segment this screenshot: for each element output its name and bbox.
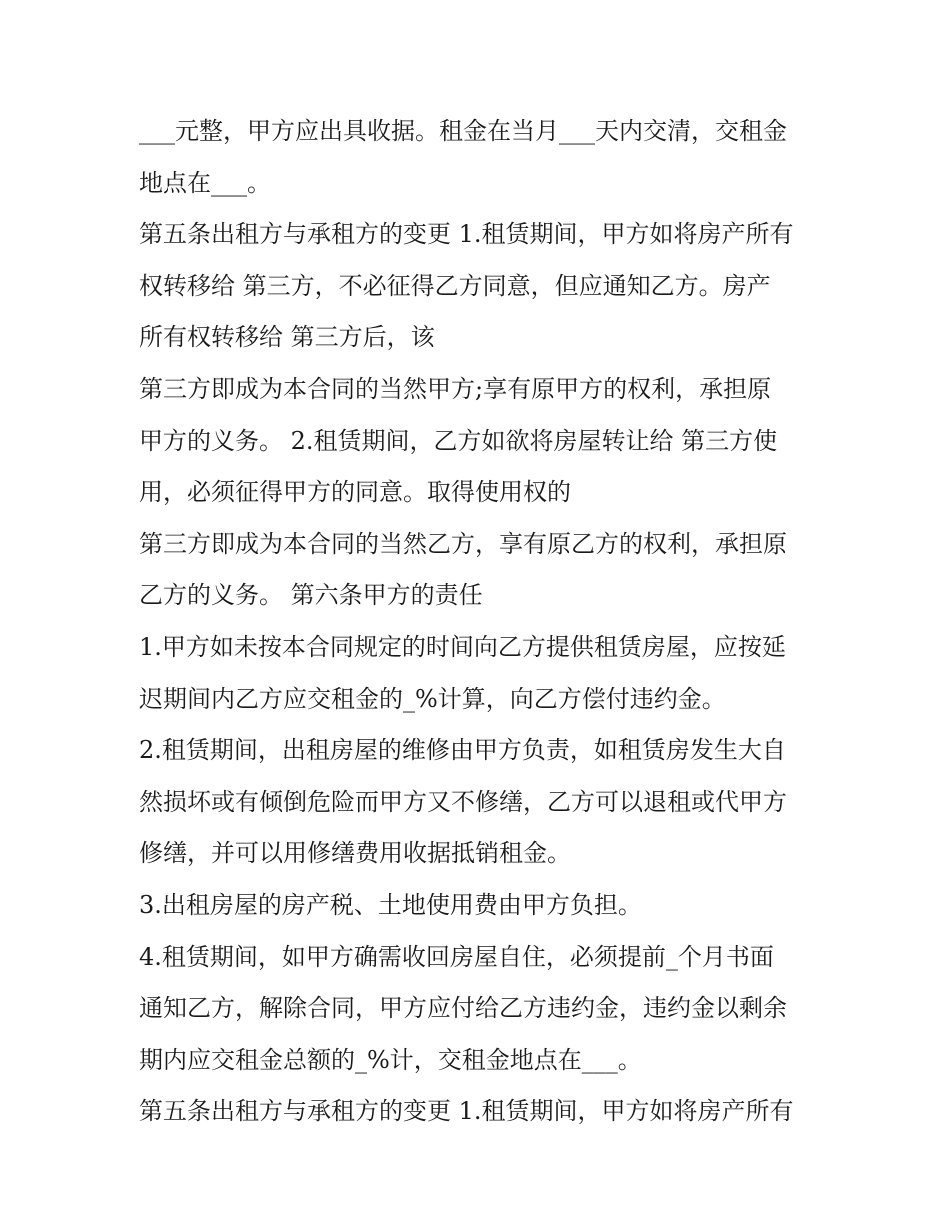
text-line: 1.甲方如未按本合同规定的时间向乙方提供租赁房屋，应按延 [139, 632, 786, 661]
text-line: ___元整，甲方应出具收据。租金在当月___天内交清，交租金 [139, 117, 787, 145]
text-line: 第三方即成为本合同的当然乙方，享有原乙方的权利，承担原 [139, 529, 787, 558]
text-line: 第五条出租方与承租方的变更 1.租赁期间，甲方如将房产所有 [139, 220, 794, 249]
text-line: 第三方即成为本合同的当然甲方;享有原甲方的权利，承担原 [139, 374, 772, 403]
text-line: 2.租赁期间，出租房屋的维修由甲方负责，如租赁房发生大自 [139, 736, 786, 765]
text-line: 甲方的义务。 2.租赁期间，乙方如欲将房屋转让给 第三方使 [139, 426, 778, 455]
text-line: 3.出租房屋的房产税、土地使用费由甲方负担。 [139, 890, 642, 919]
text-line: 第五条出租方与承租方的变更 1.租赁期间，甲方如将房产所有 [139, 1097, 794, 1126]
text-line: 修缮，并可以用修缮费用收据抵销租金。 [139, 839, 571, 868]
text-line: 所有权转移给 第三方后，该 [139, 323, 435, 352]
text-line: 然损坏或有倾倒危险而甲方又不修缮，乙方可以退租或代甲方 [139, 787, 787, 816]
document-page [139, 106, 819, 1138]
text-line: 地点在___。 [139, 168, 271, 197]
text-line: 期内应交租金总额的_%计，交租金地点在___。 [139, 1045, 642, 1074]
text-line: 4.租赁期间，如甲方确需收回房屋自住，必须提前_个月书面 [139, 942, 774, 971]
text-line: 用，必须征得甲方的同意。取得使用权的 [139, 478, 571, 507]
text-line: 权转移给 第三方，不必征得乙方同意，但应通知乙方。房产 [139, 271, 771, 300]
text-line: 通知乙方，解除合同，甲方应付给乙方违约金，违约金以剩余 [139, 994, 787, 1023]
text-line: 乙方的义务。 第六条甲方的责任 [139, 581, 483, 610]
text-line: 迟期间内乙方应交租金的_%计算，向乙方偿付违约金。 [139, 684, 726, 713]
